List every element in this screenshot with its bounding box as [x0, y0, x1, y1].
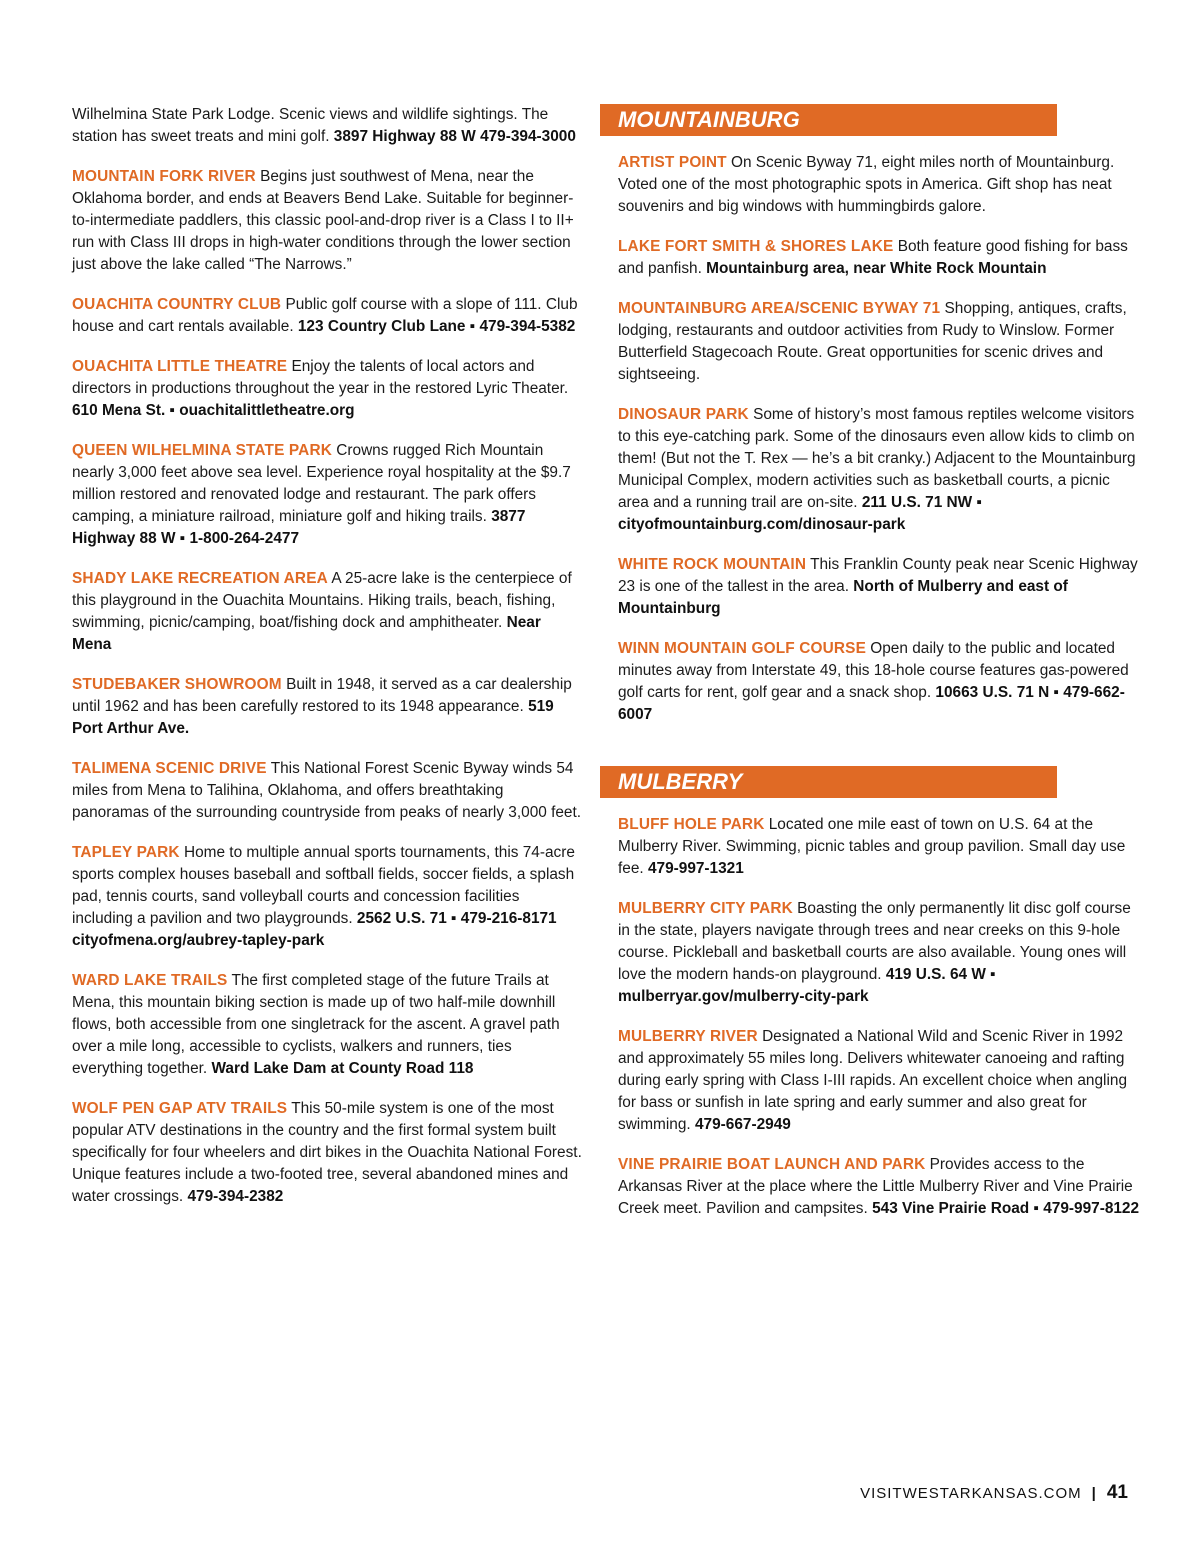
listing-description: This 50-mile system is one of the most popular ATV destinations in the country and the first formal system built specifically for four wheelers and dirt bikes in the Ouachita National Forest. Unique features include a two-footed tree, several abandoned mines and water crossings.	[72, 1100, 582, 1205]
listing-description: Home to multiple annual sports tournaments, this 74-acre sports complex houses baseball and softball fields, soccer fields, a splash pad, tennis courts, sand volleyball courts and concession facilities including a pavilion and two playgrounds.	[72, 844, 575, 927]
listing-description: This Franklin County peak near Scenic Highway 23 is one of the tallest in the area.	[618, 556, 1138, 595]
listing-contact: 3897 Highway 88 W 479-394-3000	[333, 128, 576, 145]
listing-contact: 519 Port Arthur Ave.	[72, 698, 554, 737]
listing-entry	[72, 970, 584, 1080]
listing-description: This National Forest Scenic Byway winds 54 miles from Mena to Talihina, Oklahoma, and offers breathtaking panoramas of the surrounding countryside from peaks of nearly 3,000 feet.	[72, 760, 582, 821]
listing-name: TALIMENA SCENIC DRIVE	[72, 760, 267, 777]
listing-contact: 419 U.S. 64 W ▪ mulberryar.gov/mulberry-city-park	[618, 966, 996, 1005]
listing-name: MOUNTAIN FORK RIVER	[72, 168, 256, 185]
right-column	[600, 104, 1140, 1238]
listing-contact: 211 U.S. 71 NW ▪ cityofmountainburg.com/dinosaur-park	[618, 494, 982, 533]
listing-contact: Mountainburg area, near White Rock Mountain	[706, 260, 1047, 277]
listing-entry	[72, 568, 584, 656]
listing-contact: Ward Lake Dam at County Road 118	[211, 1060, 474, 1077]
listing-contact: Near Mena	[72, 614, 541, 653]
listing-name: VINE PRAIRIE BOAT LAUNCH AND PARK	[618, 1156, 926, 1173]
listing-name: STUDEBAKER SHOWROOM	[72, 676, 282, 693]
listing-contact: 543 Vine Prairie Road ▪ 479-997-8122	[872, 1200, 1140, 1217]
listing-description: Crowns rugged Rich Mountain nearly 3,000 feet above sea level. Experience royal hospitality at the $9.7 million restored and renovated lodge and restaurant. The park offers camping, a miniature railroad, miniature golf and hiking trails.	[72, 442, 571, 525]
listing-description: Boasting the only permanently lit disc golf course in the state, players navigate through trees and near creeks on this 9-hole course. Pickleball and basketball courts are also available. Young ones will love the modern hands-on playground.	[618, 900, 1131, 983]
listing-entry	[72, 440, 584, 550]
listing-entry	[72, 104, 584, 148]
listing-description: Begins just southwest of Mena, near the Oklahoma border, and ends at Beavers Bend Lake. Suitable for beginner-to-intermediate paddlers, this classic pool-and-drop river is a Class I to II+ run with Class III drops in high-water conditions through the lower section just above the lake called “The Narrows.”	[72, 168, 574, 273]
section-spacer	[600, 744, 1140, 766]
left-column	[72, 104, 584, 1226]
listing-name: TAPLEY PARK	[72, 844, 180, 861]
section-heading: MOUNTAINBURG	[600, 104, 1057, 136]
listing-description: Designated a National Wild and Scenic River in 1992 and approximately 55 miles long. Delivers whitewater canoeing and rafting during early spring with Class I-III rapids. An excellent choice when angling for bass or sunfish in late spring and early summer and also great for swimming.	[618, 1028, 1128, 1133]
listing-description: Enjoy the talents of local actors and directors in productions throughout the year in the restored Lyric Theater.	[72, 358, 569, 397]
listing-entry	[600, 554, 1140, 620]
listing-name: MULBERRY RIVER	[618, 1028, 758, 1045]
listing-entry	[600, 1026, 1140, 1136]
listing-entry	[72, 356, 584, 422]
section-heading: MULBERRY	[600, 766, 1057, 798]
listing-name: ARTIST POINT	[618, 154, 727, 171]
listing-contact: 479-667-2949	[694, 1116, 791, 1133]
listing-name: BLUFF HOLE PARK	[618, 816, 765, 833]
listing-contact: 123 Country Club Lane ▪ 479-394-5382	[297, 318, 576, 335]
listing-entry	[600, 638, 1140, 726]
listing-name: DINOSAUR PARK	[618, 406, 749, 423]
listing-description: Public golf course with a slope of 111. Club house and cart rentals available.	[72, 296, 578, 335]
listing-description: Both feature good fishing for bass and panfish.	[618, 238, 1128, 277]
listing-name: QUEEN WILHELMINA STATE PARK	[72, 442, 332, 459]
footer-site: VISITWESTARKANSAS.COM	[860, 1485, 1082, 1502]
listing-contact: North of Mulberry and east of Mountainburg	[618, 578, 1068, 617]
listing-description: Shopping, antiques, crafts, lodging, restaurants and outdoor activities from Rudy to Winslow. Former Butterfield Stagecoach Route. Great opportunities for scenic drives and sightseeing.	[618, 300, 1127, 383]
page-footer	[860, 1482, 1128, 1504]
listing-entry	[600, 814, 1140, 880]
listing-name: MULBERRY CITY PARK	[618, 900, 793, 917]
listing-name: OUACHITA COUNTRY CLUB	[72, 296, 282, 313]
listing-entry	[72, 166, 584, 276]
listing-name: LAKE FORT SMITH & SHORES LAKE	[618, 238, 894, 255]
listing-contact: 2562 U.S. 71 ▪ 479-216-8171 cityofmena.org/aubrey-tapley-park	[72, 910, 557, 949]
listing-entry	[72, 294, 584, 338]
listing-contact: 479-394-2382	[187, 1188, 284, 1205]
listing-entry	[72, 1098, 584, 1208]
listing-contact: 10663 U.S. 71 N ▪ 479-662-6007	[618, 684, 1125, 723]
listing-name: WINN MOUNTAIN GOLF COURSE	[618, 640, 866, 657]
listing-entry	[600, 1154, 1140, 1220]
listing-entry	[72, 674, 584, 740]
listing-description: Provides access to the Arkansas River at the place where the Little Mulberry River and Vine Prairie Creek meet. Pavilion and campsites.	[618, 1156, 1133, 1217]
listing-name: OUACHITA LITTLE THEATRE	[72, 358, 288, 375]
listing-description: Built in 1948, it served as a car dealership until 1962 and has been carefully restored to its 1948 appearance.	[72, 676, 572, 715]
listing-contact: 3877 Highway 88 W ▪ 1-800-264-2477	[72, 508, 526, 547]
listing-name: MOUNTAINBURG AREA/SCENIC BYWAY 71	[618, 300, 941, 317]
listing-contact: 479-997-1321	[647, 860, 744, 877]
listing-description: Open daily to the public and located minutes away from Interstate 49, this 18-hole course features gas-powered golf carts for rent, golf gear and a snack shop.	[618, 640, 1129, 701]
page-number: 41	[1106, 1482, 1128, 1503]
listing-description: The first completed stage of the future Trails at Mena, this mountain biking section is made up of two half-mile downhill flows, both accessible from one singletrack for the ascent. A gravel path over a mile long, accessible to cyclists, walkers and runners, ties everything together.	[72, 972, 560, 1077]
listing-description: Wilhelmina State Park Lodge. Scenic views and wildlife sightings. The station has sweet treats and mini golf.	[72, 106, 549, 145]
listing-description: Located one mile east of town on U.S. 64 at the Mulberry River. Swimming, picnic tables and group pavilion. Small day use fee.	[618, 816, 1126, 877]
listing-name: WHITE ROCK MOUNTAIN	[618, 556, 807, 573]
listing-description: A 25-acre lake is the centerpiece of this playground in the Ouachita Mountains. Hiking trails, beach, fishing, swimming, picnic/camping, boat/fishing dock and amphitheater.	[72, 570, 572, 631]
listing-entry	[600, 898, 1140, 1008]
listing-description: On Scenic Byway 71, eight miles north of Mountainburg. Voted one of the most photographic spots in America. Gift shop has neat souvenirs and big windows with hummingbirds galore.	[618, 154, 1115, 215]
listing-entry	[600, 404, 1140, 536]
listing-entry	[72, 758, 584, 824]
listing-name: WOLF PEN GAP ATV TRAILS	[72, 1100, 288, 1117]
listing-entry	[600, 152, 1140, 218]
listing-name: WARD LAKE TRAILS	[72, 972, 228, 989]
listing-description: Some of history’s most famous reptiles welcome visitors to this eye-catching park. Some of the dinosaurs even allow kids to climb on them! (But not the T. Rex — he’s a bit cranky.) Adjacent to the Mountainburg Municipal Complex, modern activities such as basketball courts, a picnic area and a running trail are on-site.	[618, 406, 1136, 511]
listing-name: SHADY LAKE RECREATION AREA	[72, 570, 328, 587]
listing-contact: 610 Mena St. ▪ ouachitalittletheatre.org	[72, 402, 355, 419]
footer-separator: |	[1091, 1485, 1097, 1502]
listing-entry	[72, 842, 584, 952]
listing-entry	[600, 236, 1140, 280]
listing-entry	[600, 298, 1140, 386]
